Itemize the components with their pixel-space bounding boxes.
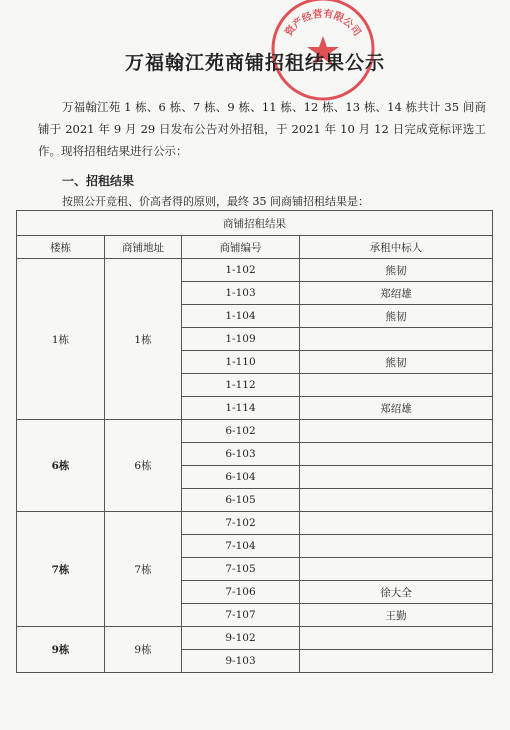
shop-no-cell: 7-102 — [182, 512, 300, 535]
shop-no-cell: 1-109 — [182, 328, 300, 351]
building-cell: 1栋 — [17, 259, 105, 420]
winner-cell: 郑绍雄 — [300, 397, 493, 420]
shop-no-cell: 9-102 — [182, 627, 300, 650]
address-cell: 9栋 — [105, 627, 182, 673]
winner-cell: 熊韧 — [300, 259, 493, 282]
winner-cell — [300, 489, 493, 512]
header-address: 商铺地址 — [105, 236, 182, 259]
seal-text: 资产经营有限公司 — [283, 8, 363, 39]
shop-no-cell: 6-104 — [182, 466, 300, 489]
winner-cell: 王勤 — [300, 604, 493, 627]
winner-cell — [300, 374, 493, 397]
shop-no-cell: 7-105 — [182, 558, 300, 581]
shop-no-cell: 1-112 — [182, 374, 300, 397]
page-title: 万福翰江苑商铺招租结果公示 — [124, 52, 385, 74]
principle-text: 按照公开竞租、价高者得的原则，最终 35 间商铺招租结果是： — [62, 195, 369, 208]
winner-cell — [300, 558, 493, 581]
table-caption: 商铺招租结果 — [17, 211, 493, 236]
shop-no-cell: 6-102 — [182, 420, 300, 443]
shop-no-cell: 1-102 — [182, 259, 300, 282]
shop-no-cell: 1-104 — [182, 305, 300, 328]
winner-cell — [300, 535, 493, 558]
table-row — [17, 627, 493, 650]
winner-cell: 熊韧 — [300, 305, 493, 328]
table-row — [17, 259, 493, 282]
building-cell: 7栋 — [17, 512, 105, 627]
header-building: 楼栋 — [17, 236, 105, 259]
header-winner: 承租中标人 — [300, 236, 493, 259]
shop-no-cell: 7-107 — [182, 604, 300, 627]
shop-no-cell: 6-103 — [182, 443, 300, 466]
shop-no-cell: 6-105 — [182, 489, 300, 512]
svg-text:资产经营有限公司 — [282, 7, 364, 38]
winner-cell: 郑绍雄 — [300, 282, 493, 305]
table-row — [17, 420, 493, 443]
winner-cell — [300, 328, 493, 351]
winner-cell — [300, 512, 493, 535]
winner-cell — [300, 466, 493, 489]
shop-no-cell: 7-104 — [182, 535, 300, 558]
winner-cell — [300, 650, 493, 673]
winner-cell: 徐大全 — [300, 581, 493, 604]
shop-no-cell: 1-110 — [182, 351, 300, 374]
winner-cell — [300, 420, 493, 443]
address-cell: 6栋 — [105, 420, 182, 512]
table-body — [17, 259, 493, 673]
shop-no-cell: 9-103 — [182, 650, 300, 673]
winner-cell: 熊韧 — [300, 351, 493, 374]
shop-no-cell: 1-103 — [182, 282, 300, 305]
results-table — [16, 210, 493, 673]
winner-cell — [300, 627, 493, 650]
building-cell: 9栋 — [17, 627, 105, 673]
intro-paragraph: 万福翰江苑 1 栋、6 栋、7 栋、9 栋、11 栋、12 栋、13 栋、14 栋共计 35 间商铺于 2021 年 9 月 29 日发布公告对外招租，于 2021 年 10 月 12 日完成竞标评选工作。现将招租结果进行公示： — [38, 100, 486, 158]
table-row — [17, 512, 493, 535]
winner-cell — [300, 443, 493, 466]
address-cell: 1栋 — [105, 259, 182, 420]
header-shop-no: 商铺编号 — [182, 236, 300, 259]
shop-no-cell: 7-106 — [182, 581, 300, 604]
address-cell: 7栋 — [105, 512, 182, 627]
section-heading: 一、招租结果 — [62, 174, 135, 188]
building-cell: 6栋 — [17, 420, 105, 512]
shop-no-cell: 1-114 — [182, 397, 300, 420]
